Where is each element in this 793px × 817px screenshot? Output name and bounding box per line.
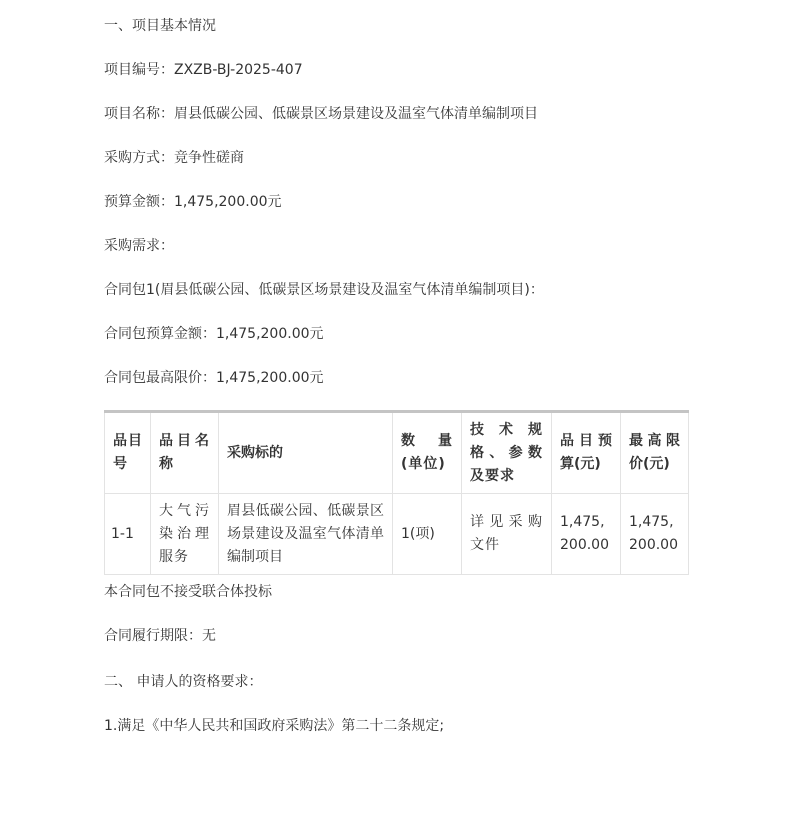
procurement-method: 采购方式：竞争性磋商 xyxy=(104,150,244,166)
section-heading-basic-info: 一、项目基本情况 xyxy=(104,18,216,34)
cell-item-budget: 1,475,200.00 xyxy=(552,494,621,575)
header-item-name: 品目名称 xyxy=(151,412,219,494)
header-tech-spec: 技术规格、参数及要求 xyxy=(462,412,552,494)
header-quantity-unit: 数量(单位) xyxy=(393,412,462,494)
header-item-no: 品目号 xyxy=(105,412,151,494)
contract-package-budget: 合同包预算金额：1,475,200.00元 xyxy=(104,326,324,342)
budget-amount: 预算金额：1,475,200.00元 xyxy=(104,194,282,210)
cell-tech-spec: 详见采购文件 xyxy=(462,494,552,575)
qualification-item-1: 1.满足《中华人民共和国政府采购法》第二十二条规定; xyxy=(104,718,445,734)
section-heading-qualifications: 二、 申请人的资格要求： xyxy=(104,674,263,690)
performance-period: 合同履行期限：无 xyxy=(104,628,216,644)
table-header-row xyxy=(105,412,689,494)
consortium-notice: 本合同包不接受联合体投标 xyxy=(104,584,272,600)
project-name: 项目名称：眉县低碳公园、低碳景区场景建设及温室气体清单编制项目 xyxy=(104,106,538,122)
cell-item-name: 大气污染治理服务 xyxy=(151,494,219,575)
header-procurement-subject: 采购标的 xyxy=(219,412,393,494)
cell-procurement-subject: 眉县低碳公园、低碳景区场景建设及温室气体清单编制项目 xyxy=(219,494,393,575)
cell-quantity-unit: 1(项) xyxy=(393,494,462,575)
cell-max-price: 1,475,200.00 xyxy=(621,494,689,575)
table-row xyxy=(105,494,689,575)
contract-package-max-price: 合同包最高限价：1,475,200.00元 xyxy=(104,370,324,386)
project-number: 项目编号：ZXZB-BJ-2025-407 xyxy=(104,62,303,78)
header-max-price: 最高限价(元) xyxy=(621,412,689,494)
contract-package-title: 合同包1(眉县低碳公园、低碳景区场景建设及温室气体清单编制项目)： xyxy=(104,282,544,298)
procurement-requirements-label: 采购需求： xyxy=(104,238,174,254)
procurement-items-table xyxy=(104,410,689,575)
header-item-budget: 品目预算(元) xyxy=(552,412,621,494)
cell-item-no: 1-1 xyxy=(105,494,151,575)
